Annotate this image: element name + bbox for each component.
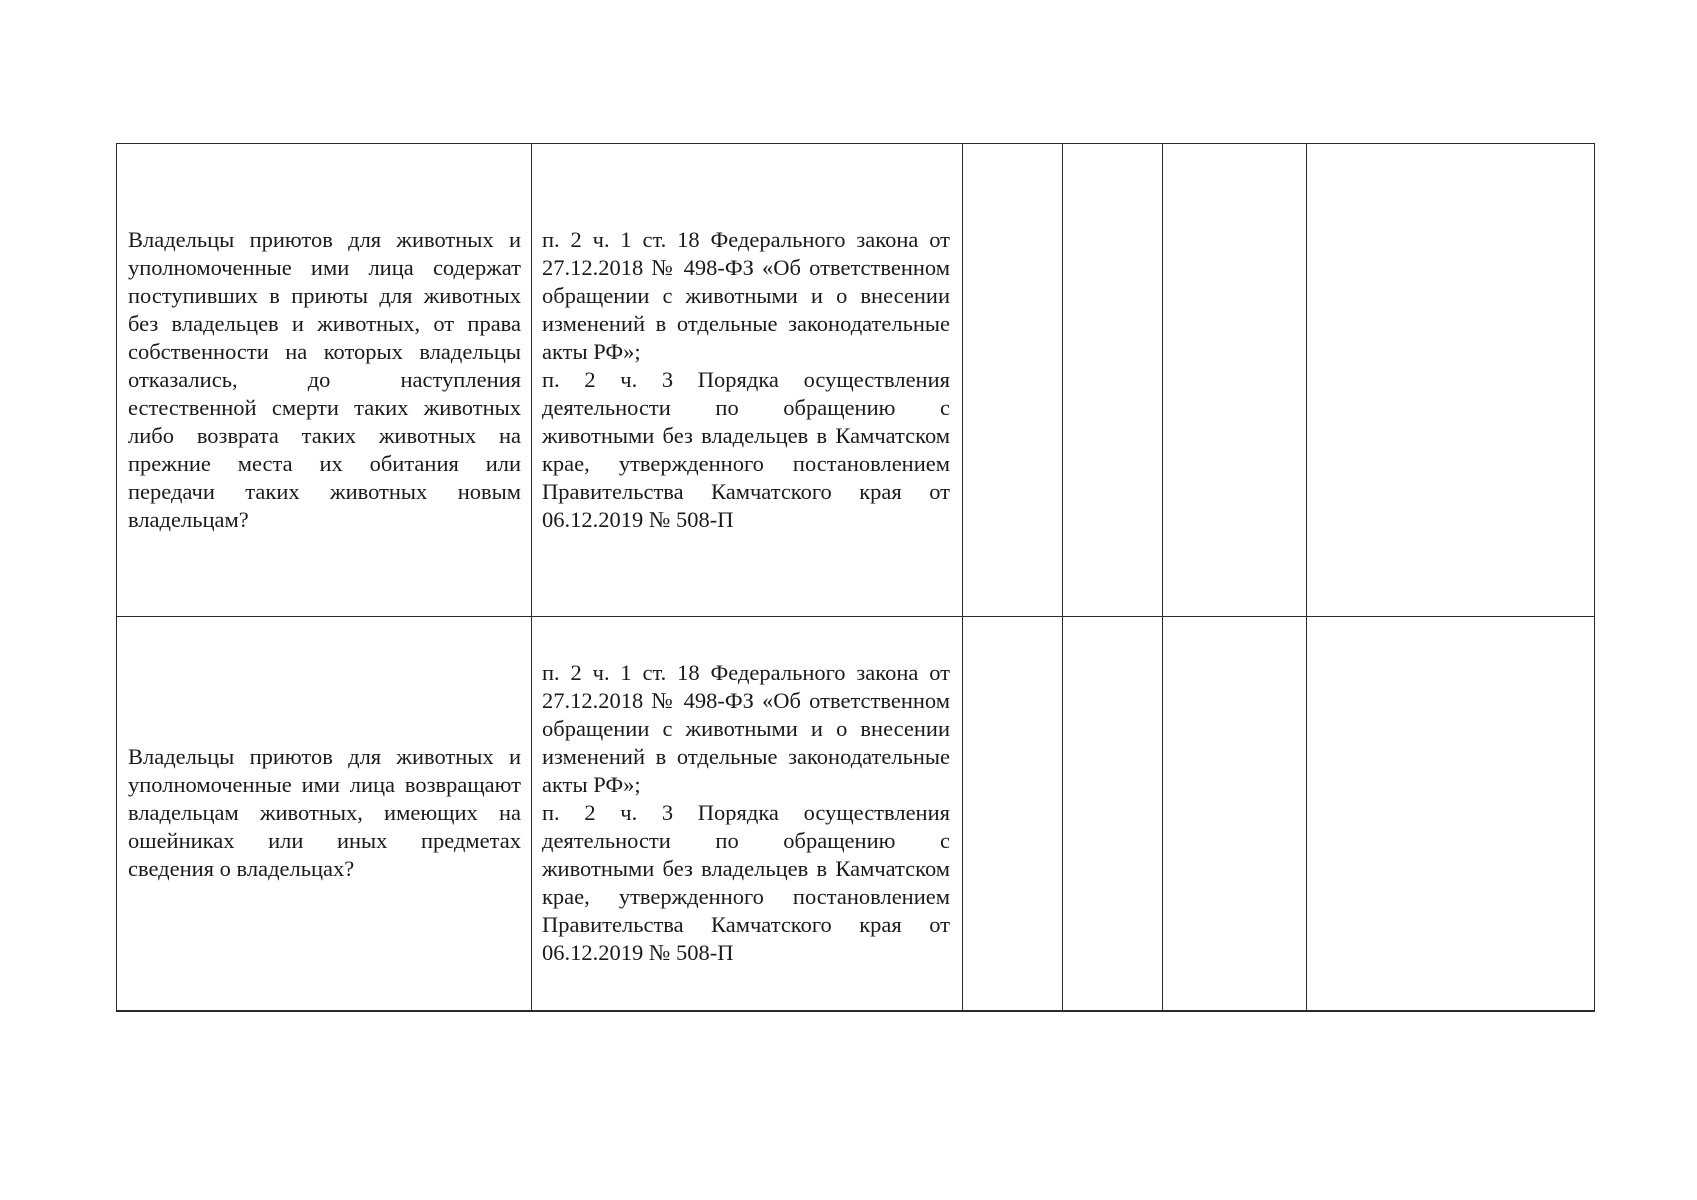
answer-no-cell <box>1063 144 1163 617</box>
answer-not-applicable-cell <box>1163 144 1307 617</box>
legal-basis-text <box>542 226 952 534</box>
legal-basis-federal-law: п. 2 ч. 1 ст. 18 Федерального закона от 27.12.2018 № 498-ФЗ «Об ответственном обращении с животными и о внесении изменений в отдельные законодательные акты РФ»; <box>542 227 950 364</box>
checklist-table <box>116 143 1595 1012</box>
question-cell <box>117 617 532 1011</box>
legal-basis-federal-law: п. 2 ч. 1 ст. 18 Федерального закона от 27.12.2018 № 498-ФЗ «Об ответственном обращении с животными и о внесении изменений в отдельные законодательные акты РФ»; <box>542 660 950 798</box>
notes-cell <box>1307 144 1595 617</box>
question-cell <box>117 144 532 617</box>
notes-cell <box>1307 617 1595 1011</box>
legal-basis-regional-order: п. 2 ч. 3 Порядка осуществления деятельности по обращению с животными без владельцев в Камчатском крае, утвержденного постановлением Правительства Камчатского края от 06.12.2019 № 508-П <box>542 800 950 966</box>
legal-basis-cell <box>532 144 963 617</box>
legal-basis-regional-order: п. 2 ч. 3 Порядка осуществления деятельности по обращению с животными без владельцев в Камчатском крае, утвержденного постановлением Правительства Камчатского края от 06.12.2019 № 508-П <box>542 367 950 532</box>
table-row <box>117 617 1595 1011</box>
legal-basis-cell <box>532 617 963 1011</box>
answer-no-cell <box>1063 617 1163 1011</box>
question-text: Владельцы приютов для животных и уполномоченные ими лица возвращают владельцам животных, имеющих на ошейниках или иных предметах сведения о владельцах? <box>128 744 521 882</box>
legal-basis-text <box>542 659 952 967</box>
answer-not-applicable-cell <box>1163 617 1307 1011</box>
answer-yes-cell <box>963 144 1063 617</box>
table-row <box>117 144 1595 617</box>
answer-yes-cell <box>963 617 1063 1011</box>
question-text: Владельцы приютов для животных и уполномоченные ими лица содержат поступивших в приюты для животных без владельцев и животных, от права собственности на которых владельцы отказались, до наступления естественной смерти таких животных либо возврата таких животных на прежние места их обитания или передачи таких животных новым владельцам? <box>128 227 521 532</box>
